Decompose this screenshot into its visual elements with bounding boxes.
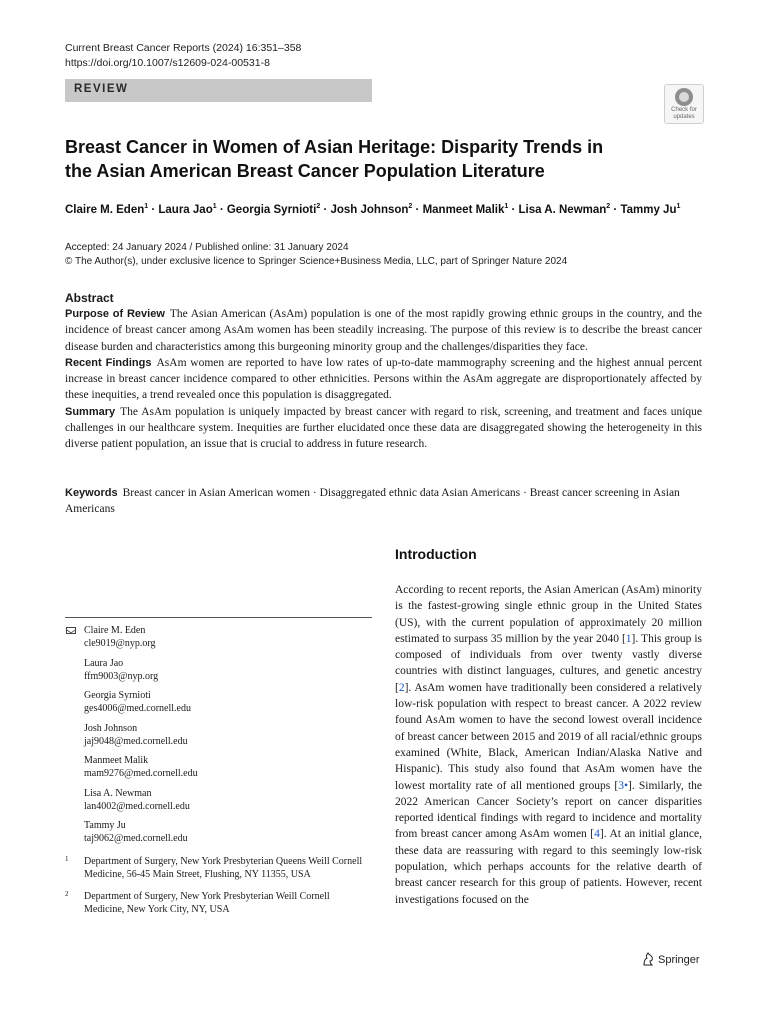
- intro-segment: ]. AsAm women have traditionally been considered a relatively low-risk population with respect to breast cancer. A 2022 review found AsAm women to have the second lowest overall incidence of breast cancer between 2015 and 2019 of all racial/ethnic groups examined (White, Black, American Indian/Alaska Native and Hispanic). This study also found that AsAm women have the lowest mortality rate of all mentioned groups [: [395, 681, 702, 792]
- contact-email[interactable]: ffm9003@nyp.org: [84, 670, 159, 682]
- intro-segment: ]. At an initial glance, these data are reassuring with regard to this seemingly low-risk population, which perhaps accounts for the relative dearth of breast cancer research for this group of patients. However, recent investigations focused on the: [395, 828, 702, 906]
- affiliation-item: [65, 890, 372, 916]
- author-separator: ·: [216, 203, 227, 216]
- abstract-heading: Abstract: [65, 291, 114, 305]
- author-contacts: [65, 624, 372, 852]
- publisher-logo: [642, 952, 700, 966]
- publisher-name: Springer: [658, 954, 700, 966]
- abstract: [65, 291, 702, 453]
- author-name[interactable]: Manmeet Malik$^1$: [422, 203, 509, 216]
- summary-label: Summary: [65, 405, 116, 418]
- contact-email[interactable]: taj9062@med.cornell.edu: [84, 833, 188, 844]
- contact-item: [65, 787, 372, 813]
- contact-name: Tammy Ju: [84, 820, 126, 831]
- check-for-updates-badge[interactable]: [664, 84, 704, 124]
- author-separator: ·: [148, 203, 159, 216]
- author-list: [65, 203, 680, 216]
- intro-segment: According to recent reports, the Asian American (AsAm) minority is the fastest-growing single ethnic group in the United States (US), with the current population of approximately 20 million estimated to surpass 35 million by the year 2040 [: [395, 584, 702, 645]
- contact-name: Manmeet Malik: [84, 755, 149, 766]
- check-updates-label: Check for updates: [671, 107, 697, 120]
- intro-segment: ]. Similarly, the 2022 American Cancer Society’s report on cancer disparities reported identical findings with regard to incidence and mortality from breast cancer among AsAm women [: [395, 779, 703, 841]
- copyright-line: © The Author(s), under exclusive licence to Springer Science+Business Media, LLC, part of Springer Nature 2024: [65, 256, 568, 267]
- contact-name: Josh Johnson: [84, 722, 138, 734]
- dates-line: Accepted: 24 January 2024 / Published online: 31 January 2024: [65, 242, 349, 253]
- reference-link[interactable]: 1: [625, 632, 632, 645]
- journal-header: [65, 41, 301, 71]
- introduction-heading: Introduction: [395, 546, 477, 562]
- contact-item: [65, 624, 372, 650]
- abstract-findings: [65, 355, 702, 404]
- purpose-text: The Asian American (AsAm) population is one of the most rapidly growing ethnic groups in the country, and the incidence of breast cancer among AsAm women has been steadily increasing. The purpose of this review is to describe the breast cancer disease burden and characteristics among this burgeoning minority group and the challenges/disparities they face.: [65, 308, 702, 353]
- contact-item: [65, 689, 372, 715]
- doi-link[interactable]: https://doi.org/10.1007/s12609-024-00531-8: [65, 57, 270, 69]
- author-name[interactable]: Josh Johnson$^2$: [330, 203, 413, 216]
- reference-link[interactable]: 2: [398, 681, 405, 694]
- author-name[interactable]: Claire M. Eden$^1$: [65, 203, 149, 216]
- affiliation-number: 1: [65, 855, 69, 863]
- check-updates-icon: [675, 88, 693, 106]
- author-separator: ·: [412, 203, 423, 216]
- contact-name: Laura Jao: [84, 657, 124, 669]
- author-separator: ·: [610, 203, 621, 216]
- intro-segment: ]. This group is composed of individuals from over twenty vastly diverse countries with distinct languages, cultures, and genetic ancestry [: [395, 632, 702, 694]
- contact-item: [65, 819, 372, 845]
- abstract-purpose: [65, 306, 702, 355]
- footnote-divider: [65, 617, 372, 618]
- contact-email[interactable]: jaj9048@med.cornell.edu: [84, 735, 188, 747]
- author-name[interactable]: Laura Jao$^1$: [158, 203, 217, 216]
- author-separator: ·: [320, 203, 331, 216]
- envelope-icon: [66, 627, 76, 634]
- springer-horse-icon: [642, 952, 654, 966]
- contact-email[interactable]: mam9276@med.cornell.edu: [84, 768, 198, 779]
- affiliation-number: 2: [65, 890, 69, 898]
- contact-email[interactable]: ges4006@med.cornell.edu: [84, 703, 191, 714]
- affiliation-marker: 2: [316, 203, 321, 210]
- affiliation-item: [65, 855, 372, 881]
- affiliations: [65, 855, 372, 925]
- affiliation-marker: 1: [676, 203, 681, 210]
- affiliation-marker: 1: [144, 203, 149, 210]
- section-label: REVIEW: [74, 83, 129, 95]
- article-title: Breast Cancer in Women of Asian Heritage: Disparity Trends in the Asian American Breast Cancer Population Literature: [65, 137, 604, 181]
- findings-text: AsAm women are reported to have low rates of up-to-date mammography screening and the highest annual percent increase in breast cancer incidence compared to other ethnicities. Persons within the AsAm aggregate are disproportionately affected by these inequities, a trend revealed once this population is disaggregated.: [65, 356, 702, 402]
- contact-name: Georgia Syrnioti: [84, 690, 151, 701]
- affiliation-text: Department of Surgery, New York Presbyterian Weill Cornell Medicine, New York City, NY, USA: [84, 891, 330, 915]
- summary-text: The AsAm population is uniquely impacted by breast cancer with regard to risk, screening, and treatment and faces unique challenges in our healthcare system. Inequities are further elucidated once these data are disaggregated showing the heterogeneity in this diverse patient population, an issue that is crucial to address in future research.: [65, 405, 702, 451]
- author-name[interactable]: Georgia Syrnioti$^2$: [226, 203, 321, 216]
- purpose-label: Purpose of Review: [65, 308, 165, 320]
- affiliation-text: Department of Surgery, New York Presbyterian Queens Weill Cornell Medicine, 56-45 Main Street, Flushing, NY 11355, USA: [84, 856, 363, 880]
- contact-name: Lisa A. Newman: [84, 787, 152, 799]
- author-separator: ·: [508, 203, 519, 216]
- contact-email[interactable]: lan4002@med.cornell.edu: [84, 800, 190, 812]
- keywords-text: Breast cancer in Asian American women · Disaggregated ethnic data Asian Americans · Breast cancer screening in Asian Americans: [65, 487, 680, 516]
- contact-email[interactable]: cle9019@nyp.org: [84, 638, 156, 649]
- author-name[interactable]: Lisa A. Newman$^2$: [518, 203, 611, 216]
- journal-citation: Current Breast Cancer Reports (2024) 16:351–358: [65, 42, 302, 54]
- keywords: [65, 485, 702, 518]
- abstract-summary: [65, 404, 702, 453]
- keywords-label: Keywords: [65, 487, 118, 499]
- findings-label: Recent Findings: [65, 356, 152, 369]
- contact-item: [65, 754, 372, 780]
- affiliation-marker: 1: [504, 203, 509, 210]
- contact-name: Claire M. Eden: [84, 625, 146, 636]
- introduction-text: [395, 582, 702, 908]
- affiliation-marker: 2: [408, 203, 413, 210]
- author-name[interactable]: Tammy Ju$^1$: [620, 203, 681, 216]
- contact-item: [65, 722, 372, 748]
- reference-link[interactable]: 3•: [618, 779, 629, 792]
- section-label-bar: [65, 79, 372, 102]
- contact-item: [65, 657, 372, 683]
- reference-link[interactable]: 4: [594, 828, 600, 841]
- affiliation-marker: 1: [212, 203, 217, 210]
- affiliation-marker: 2: [606, 203, 611, 210]
- publication-info: [65, 241, 567, 269]
